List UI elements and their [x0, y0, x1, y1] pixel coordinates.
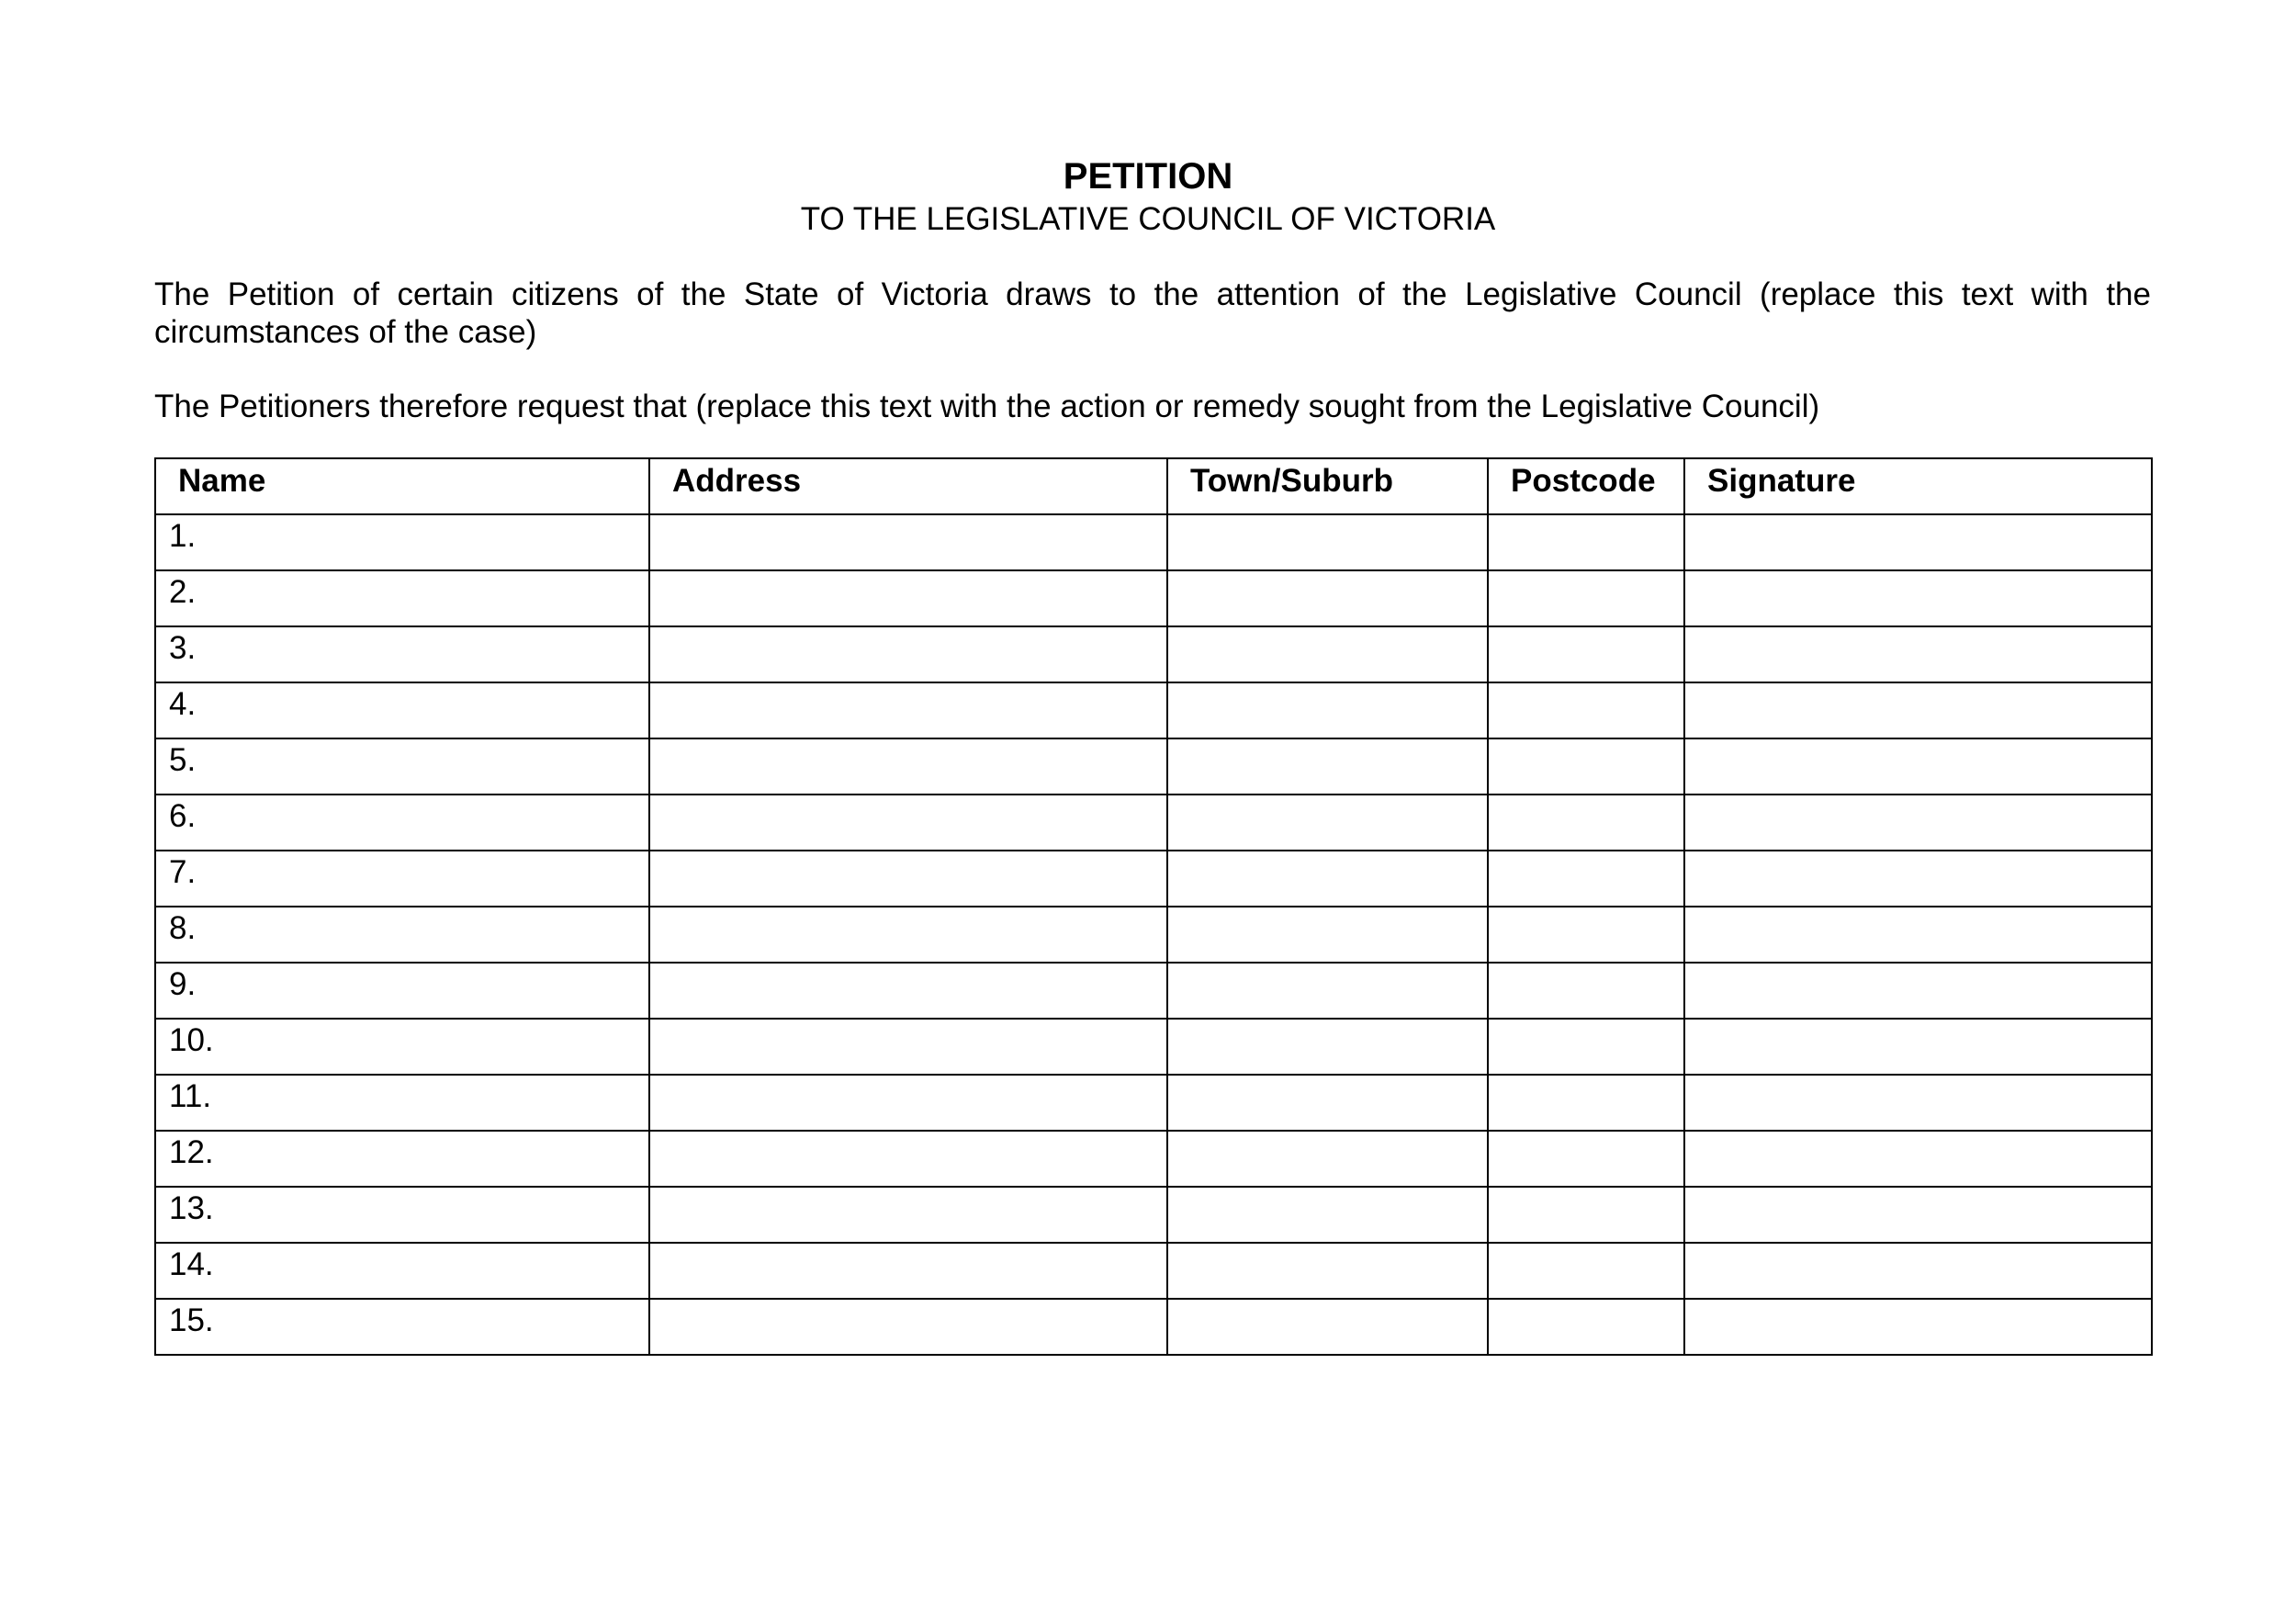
- row-number: 8.: [169, 910, 197, 946]
- header-name: Name: [155, 458, 649, 514]
- table-row: [155, 795, 2152, 851]
- name-cell[interactable]: [155, 963, 649, 1019]
- name-cell[interactable]: [155, 795, 649, 851]
- signature-cell[interactable]: [1684, 626, 2152, 682]
- name-cell[interactable]: [155, 738, 649, 795]
- row-number: 15.: [169, 1302, 214, 1338]
- town-suburb-cell[interactable]: [1167, 1243, 1488, 1299]
- town-suburb-cell[interactable]: [1167, 963, 1488, 1019]
- town-suburb-cell[interactable]: [1167, 738, 1488, 795]
- name-cell[interactable]: [155, 682, 649, 738]
- row-number: 5.: [169, 742, 197, 778]
- petition-circumstances-text: The Petition of certain citizens of the State of Victoria draws to the attention of the Legislative Council (replace this text with the circumstances of the case): [154, 276, 2151, 350]
- name-cell[interactable]: [155, 570, 649, 626]
- address-cell[interactable]: [649, 626, 1167, 682]
- address-cell[interactable]: [649, 514, 1167, 570]
- postcode-cell[interactable]: [1488, 738, 1684, 795]
- header-postcode: Postcode: [1488, 458, 1684, 514]
- postcode-cell[interactable]: [1488, 1299, 1684, 1355]
- postcode-cell[interactable]: [1488, 626, 1684, 682]
- address-cell[interactable]: [649, 1243, 1167, 1299]
- town-suburb-cell[interactable]: [1167, 514, 1488, 570]
- document-subtitle: TO THE LEGISLATIVE COUNCIL OF VICTORIA: [800, 201, 1496, 237]
- table-row: [155, 738, 2152, 795]
- address-cell[interactable]: [649, 963, 1167, 1019]
- signature-cell[interactable]: [1684, 907, 2152, 963]
- name-cell[interactable]: [155, 1187, 649, 1243]
- town-suburb-cell[interactable]: [1167, 682, 1488, 738]
- postcode-cell[interactable]: [1488, 1075, 1684, 1131]
- postcode-cell[interactable]: [1488, 570, 1684, 626]
- signature-cell[interactable]: [1684, 682, 2152, 738]
- signature-cell[interactable]: [1684, 1299, 2152, 1355]
- signature-cell[interactable]: [1684, 1075, 2152, 1131]
- row-number: 13.: [169, 1190, 214, 1226]
- table-header-row: [155, 458, 2152, 514]
- postcode-cell[interactable]: [1488, 682, 1684, 738]
- address-cell[interactable]: [649, 1075, 1167, 1131]
- signature-cell[interactable]: [1684, 1131, 2152, 1187]
- table-row: [155, 682, 2152, 738]
- row-number: 11.: [169, 1078, 212, 1114]
- row-number: 4.: [169, 686, 197, 722]
- town-suburb-cell[interactable]: [1167, 1299, 1488, 1355]
- name-cell[interactable]: [155, 1075, 649, 1131]
- postcode-cell[interactable]: [1488, 1019, 1684, 1075]
- name-cell[interactable]: [155, 1019, 649, 1075]
- row-number: 3.: [169, 630, 197, 666]
- postcode-cell[interactable]: [1488, 1187, 1684, 1243]
- table-row: [155, 1131, 2152, 1187]
- address-cell[interactable]: [649, 1299, 1167, 1355]
- address-cell[interactable]: [649, 1187, 1167, 1243]
- row-number: 10.: [169, 1022, 214, 1058]
- table-row: [155, 963, 2152, 1019]
- town-suburb-cell[interactable]: [1167, 626, 1488, 682]
- signature-cell[interactable]: [1684, 963, 2152, 1019]
- name-cell[interactable]: [155, 1131, 649, 1187]
- table-row: [155, 1019, 2152, 1075]
- row-number: 6.: [169, 798, 197, 834]
- address-cell[interactable]: [649, 682, 1167, 738]
- signature-cell[interactable]: [1684, 1187, 2152, 1243]
- address-cell[interactable]: [649, 907, 1167, 963]
- table-row: [155, 1187, 2152, 1243]
- town-suburb-cell[interactable]: [1167, 907, 1488, 963]
- row-number: 9.: [169, 966, 197, 1002]
- postcode-cell[interactable]: [1488, 851, 1684, 907]
- row-number: 1.: [169, 518, 197, 554]
- signature-cell[interactable]: [1684, 738, 2152, 795]
- row-number: 12.: [169, 1134, 214, 1170]
- table-row: [155, 570, 2152, 626]
- table-row: [155, 626, 2152, 682]
- address-cell[interactable]: [649, 795, 1167, 851]
- table-row: [155, 907, 2152, 963]
- header-address: Address: [649, 458, 1167, 514]
- town-suburb-cell[interactable]: [1167, 1131, 1488, 1187]
- table-row: [155, 1299, 2152, 1355]
- name-cell[interactable]: [155, 851, 649, 907]
- row-number: 7.: [169, 854, 197, 890]
- town-suburb-cell[interactable]: [1167, 851, 1488, 907]
- name-cell[interactable]: [155, 626, 649, 682]
- postcode-cell[interactable]: [1488, 795, 1684, 851]
- name-cell[interactable]: [155, 1299, 649, 1355]
- name-cell[interactable]: [155, 907, 649, 963]
- signature-cell[interactable]: [1684, 1243, 2152, 1299]
- postcode-cell[interactable]: [1488, 1131, 1684, 1187]
- town-suburb-cell[interactable]: [1167, 1187, 1488, 1243]
- town-suburb-cell[interactable]: [1167, 1019, 1488, 1075]
- postcode-cell[interactable]: [1488, 1243, 1684, 1299]
- town-suburb-cell[interactable]: [1167, 1075, 1488, 1131]
- address-cell[interactable]: [649, 1019, 1167, 1075]
- table-row: [155, 1243, 2152, 1299]
- address-cell[interactable]: [649, 851, 1167, 907]
- row-number: 2.: [169, 574, 197, 610]
- address-cell[interactable]: [649, 570, 1167, 626]
- name-cell[interactable]: [155, 514, 649, 570]
- table-row: [155, 851, 2152, 907]
- table-row: [155, 514, 2152, 570]
- postcode-cell[interactable]: [1488, 907, 1684, 963]
- address-cell[interactable]: [649, 738, 1167, 795]
- table-row: [155, 1075, 2152, 1131]
- signature-cell[interactable]: [1684, 514, 2152, 570]
- postcode-cell[interactable]: [1488, 963, 1684, 1019]
- signature-cell[interactable]: [1684, 851, 2152, 907]
- signature-cell[interactable]: [1684, 1019, 2152, 1075]
- signature-rows: [155, 514, 2152, 1355]
- name-cell[interactable]: [155, 1243, 649, 1299]
- petition-request-text: The Petitioners therefore request that (replace this text with the action or remedy sought from the Legislative Council): [154, 389, 1820, 424]
- row-number: 14.: [169, 1246, 214, 1282]
- document-title: PETITION: [1063, 156, 1233, 197]
- town-suburb-cell[interactable]: [1167, 570, 1488, 626]
- signature-table: [154, 457, 2153, 1356]
- header-town-suburb: Town/Suburb: [1167, 458, 1488, 514]
- header-signature: Signature: [1684, 458, 2152, 514]
- signature-cell[interactable]: [1684, 795, 2152, 851]
- postcode-cell[interactable]: [1488, 514, 1684, 570]
- town-suburb-cell[interactable]: [1167, 795, 1488, 851]
- address-cell[interactable]: [649, 1131, 1167, 1187]
- signature-cell[interactable]: [1684, 570, 2152, 626]
